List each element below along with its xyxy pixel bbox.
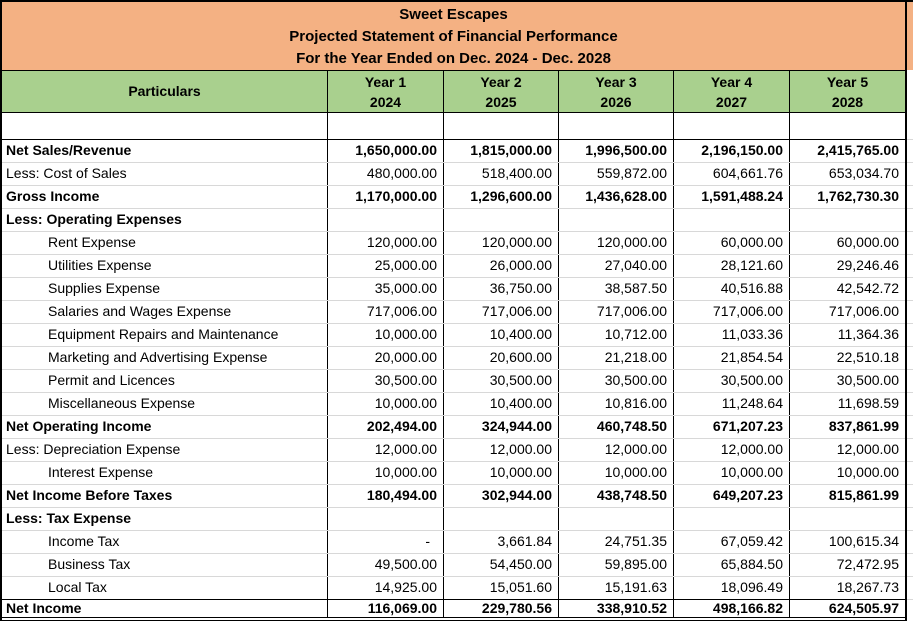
- table-row: [2, 576, 905, 599]
- cell-value: 717,006.00: [327, 301, 443, 323]
- cell-value: 120,000.00: [558, 232, 673, 254]
- cell-value: [789, 508, 905, 530]
- cell-value: 21,218.00: [558, 347, 673, 369]
- cell-value: 29,246.46: [789, 255, 905, 277]
- cell-value: 60,000.00: [789, 232, 905, 254]
- cell-value: 815,861.99: [789, 485, 905, 507]
- cell-value: 649,207.23: [673, 485, 789, 507]
- cell-value: 717,006.00: [789, 301, 905, 323]
- row-label: Salaries and Wages Expense: [48, 303, 232, 319]
- cell-value: 20,000.00: [327, 347, 443, 369]
- cell-value: 498,166.82: [673, 600, 789, 617]
- cell-value: [673, 209, 789, 231]
- cell-value: 1,591,488.24: [673, 186, 789, 208]
- row-label: Interest Expense: [48, 464, 154, 480]
- company-name: Sweet Escapes: [399, 6, 508, 23]
- row-label: Rent Expense: [48, 234, 136, 250]
- cell-value: [789, 209, 905, 231]
- cell-value: [673, 113, 789, 139]
- cell-value: 1,762,730.30: [789, 186, 905, 208]
- cell-value: [673, 508, 789, 530]
- cell-value: [443, 209, 558, 231]
- cell-value: 624,505.97: [789, 600, 905, 617]
- cell-value: 480,000.00: [327, 163, 443, 185]
- sheet-margin-strip: [907, 0, 913, 621]
- gridline-overflow: [907, 139, 913, 621]
- table-row: [2, 346, 905, 369]
- cell-value: -: [327, 531, 443, 553]
- row-label: Net Operating Income: [6, 418, 152, 434]
- cell-value: 10,000.00: [558, 462, 673, 484]
- table-row: [2, 392, 905, 415]
- row-label: Less: Tax Expense: [6, 510, 132, 526]
- column-header-year-5: [789, 71, 905, 112]
- row-label: Gross Income: [6, 188, 100, 204]
- year-label: Year 5: [826, 74, 869, 90]
- cell-value: 27,040.00: [558, 255, 673, 277]
- row-label: [2, 113, 327, 139]
- cell-value: 28,121.60: [673, 255, 789, 277]
- cell-value: 604,661.76: [673, 163, 789, 185]
- column-header-year-1: [327, 71, 443, 112]
- column-header-year-4: [673, 71, 789, 112]
- cell-value: [558, 113, 673, 139]
- cell-value: 1,296,600.00: [443, 186, 558, 208]
- cell-value: 302,944.00: [443, 485, 558, 507]
- cell-value: [443, 508, 558, 530]
- cell-value: 30,500.00: [327, 370, 443, 392]
- cell-value: 30,500.00: [789, 370, 905, 392]
- cell-value: 26,000.00: [443, 255, 558, 277]
- cell-value: 11,364.36: [789, 324, 905, 346]
- cell-value: 49,500.00: [327, 554, 443, 576]
- row-label: Miscellaneous Expense: [48, 395, 196, 411]
- table-row: [2, 461, 905, 484]
- cell-value: 116,069.00: [327, 600, 443, 617]
- year-number: 2028: [831, 94, 864, 110]
- cell-value: [558, 508, 673, 530]
- cell-value: 1,436,628.00: [558, 186, 673, 208]
- row-label: Equipment Repairs and Maintenance: [48, 326, 279, 342]
- cell-value: 15,191.63: [558, 577, 673, 599]
- cell-value: 10,000.00: [327, 324, 443, 346]
- cell-value: 38,587.50: [558, 278, 673, 300]
- row-label: Utilities Expense: [48, 257, 152, 273]
- cell-value: 12,000.00: [327, 439, 443, 461]
- cell-value: 21,854.54: [673, 347, 789, 369]
- cell-value: 559,872.00: [558, 163, 673, 185]
- cell-value: 18,096.49: [673, 577, 789, 599]
- table-row: [2, 300, 905, 323]
- cell-value: 1,650,000.00: [327, 140, 443, 162]
- table-row: [2, 484, 905, 507]
- cell-value: 518,400.00: [443, 163, 558, 185]
- cell-value: [327, 508, 443, 530]
- statement-header: [2, 2, 905, 70]
- cell-value: 60,000.00: [673, 232, 789, 254]
- cell-value: 438,748.50: [558, 485, 673, 507]
- cell-value: 72,472.95: [789, 554, 905, 576]
- table-row: [2, 553, 905, 576]
- table-row: [2, 113, 905, 139]
- table-body: [2, 113, 905, 618]
- cell-value: 12,000.00: [673, 439, 789, 461]
- cell-value: 671,207.23: [673, 416, 789, 438]
- year-number: 2024: [369, 94, 402, 110]
- cell-value: 59,895.00: [558, 554, 673, 576]
- cell-value: 10,000.00: [673, 462, 789, 484]
- cell-value: 65,884.50: [673, 554, 789, 576]
- cell-value: 14,925.00: [327, 577, 443, 599]
- cell-value: 180,494.00: [327, 485, 443, 507]
- cell-value: 1,815,000.00: [443, 140, 558, 162]
- cell-value: 15,051.60: [443, 577, 558, 599]
- table-row: [2, 208, 905, 231]
- table-row: [2, 530, 905, 553]
- cell-value: 11,698.59: [789, 393, 905, 415]
- row-label: Net Sales/Revenue: [6, 142, 132, 158]
- cell-value: 12,000.00: [443, 439, 558, 461]
- statement-period: For the Year Ended on Dec. 2024 - Dec. 2028: [296, 50, 611, 67]
- year-label: Year 1: [364, 74, 407, 90]
- cell-value: 10,400.00: [443, 393, 558, 415]
- table-row: [2, 254, 905, 277]
- cell-value: 54,450.00: [443, 554, 558, 576]
- cell-value: 3,661.84: [443, 531, 558, 553]
- cell-value: 10,000.00: [789, 462, 905, 484]
- cell-value: 11,033.36: [673, 324, 789, 346]
- table-row: [2, 277, 905, 300]
- row-label: Local Tax: [48, 579, 107, 595]
- cell-value: 837,861.99: [789, 416, 905, 438]
- cell-value: 24,751.35: [558, 531, 673, 553]
- cell-value: 20,600.00: [443, 347, 558, 369]
- table-row: [2, 599, 905, 618]
- year-label: Year 4: [710, 74, 753, 90]
- cell-value: 2,196,150.00: [673, 140, 789, 162]
- cell-value: 25,000.00: [327, 255, 443, 277]
- cell-value: 12,000.00: [789, 439, 905, 461]
- cell-value: 10,000.00: [327, 462, 443, 484]
- title-band-overflow: [907, 0, 913, 70]
- statement-title: Projected Statement of Financial Performance: [289, 28, 618, 45]
- cell-value: 10,000.00: [443, 462, 558, 484]
- column-header-row: [2, 70, 905, 113]
- cell-value: 120,000.00: [327, 232, 443, 254]
- cell-value: 12,000.00: [558, 439, 673, 461]
- row-label: Supplies Expense: [48, 280, 161, 296]
- cell-value: 717,006.00: [673, 301, 789, 323]
- cell-value: 35,000.00: [327, 278, 443, 300]
- year-number: 2027: [715, 94, 748, 110]
- cell-value: [789, 113, 905, 139]
- year-number: 2026: [600, 94, 632, 110]
- column-header-particulars: Particulars: [128, 83, 201, 99]
- cell-value: 120,000.00: [443, 232, 558, 254]
- cell-value: 338,910.52: [558, 600, 673, 617]
- year-label: Year 3: [595, 74, 637, 90]
- table-row: [2, 323, 905, 346]
- cell-value: 10,712.00: [558, 324, 673, 346]
- row-label: Business Tax: [48, 556, 131, 572]
- row-label: Net Income: [6, 600, 82, 616]
- cell-value: [443, 113, 558, 139]
- year-label: Year 2: [480, 74, 522, 90]
- cell-value: 10,816.00: [558, 393, 673, 415]
- row-label: Income Tax: [48, 533, 120, 549]
- cell-value: 30,500.00: [443, 370, 558, 392]
- row-label: Marketing and Advertising Expense: [48, 349, 268, 365]
- row-label: Permit and Licences: [48, 372, 175, 388]
- cell-value: 717,006.00: [443, 301, 558, 323]
- table-row: [2, 162, 905, 185]
- row-label: Net Income Before Taxes: [6, 487, 173, 503]
- year-number: 2025: [485, 94, 517, 110]
- table-row: [2, 139, 905, 162]
- table-row: [2, 507, 905, 530]
- cell-value: 717,006.00: [558, 301, 673, 323]
- cell-value: 202,494.00: [327, 416, 443, 438]
- table-row: [2, 231, 905, 254]
- cell-value: 324,944.00: [443, 416, 558, 438]
- row-label: Less: Cost of Sales: [6, 165, 127, 181]
- column-header-year-2: [443, 71, 558, 112]
- cell-value: 18,267.73: [789, 577, 905, 599]
- cell-value: 40,516.88: [673, 278, 789, 300]
- cell-value: 460,748.50: [558, 416, 673, 438]
- cell-value: 2,415,765.00: [789, 140, 905, 162]
- cell-value: 22,510.18: [789, 347, 905, 369]
- cell-value: [558, 209, 673, 231]
- cell-value: [327, 113, 443, 139]
- cell-value: 36,750.00: [443, 278, 558, 300]
- cell-value: 30,500.00: [673, 370, 789, 392]
- table-row: [2, 415, 905, 438]
- cell-value: 100,615.34: [789, 531, 905, 553]
- row-label: Less: Depreciation Expense: [6, 441, 181, 457]
- cell-value: 229,780.56: [443, 600, 558, 617]
- cell-value: [327, 209, 443, 231]
- table-row: [2, 438, 905, 461]
- cell-value: 10,000.00: [327, 393, 443, 415]
- table-row: [2, 185, 905, 208]
- cell-value: 10,400.00: [443, 324, 558, 346]
- cell-value: 1,170,000.00: [327, 186, 443, 208]
- column-header-year-3: [558, 71, 673, 112]
- row-label: Less: Operating Expenses: [6, 211, 182, 227]
- cell-value: 11,248.64: [673, 393, 789, 415]
- cell-value: 30,500.00: [558, 370, 673, 392]
- cell-value: 42,542.72: [789, 278, 905, 300]
- cell-value: 653,034.70: [789, 163, 905, 185]
- cell-value: 1,996,500.00: [558, 140, 673, 162]
- table-row: [2, 369, 905, 392]
- cell-value: 67,059.42: [673, 531, 789, 553]
